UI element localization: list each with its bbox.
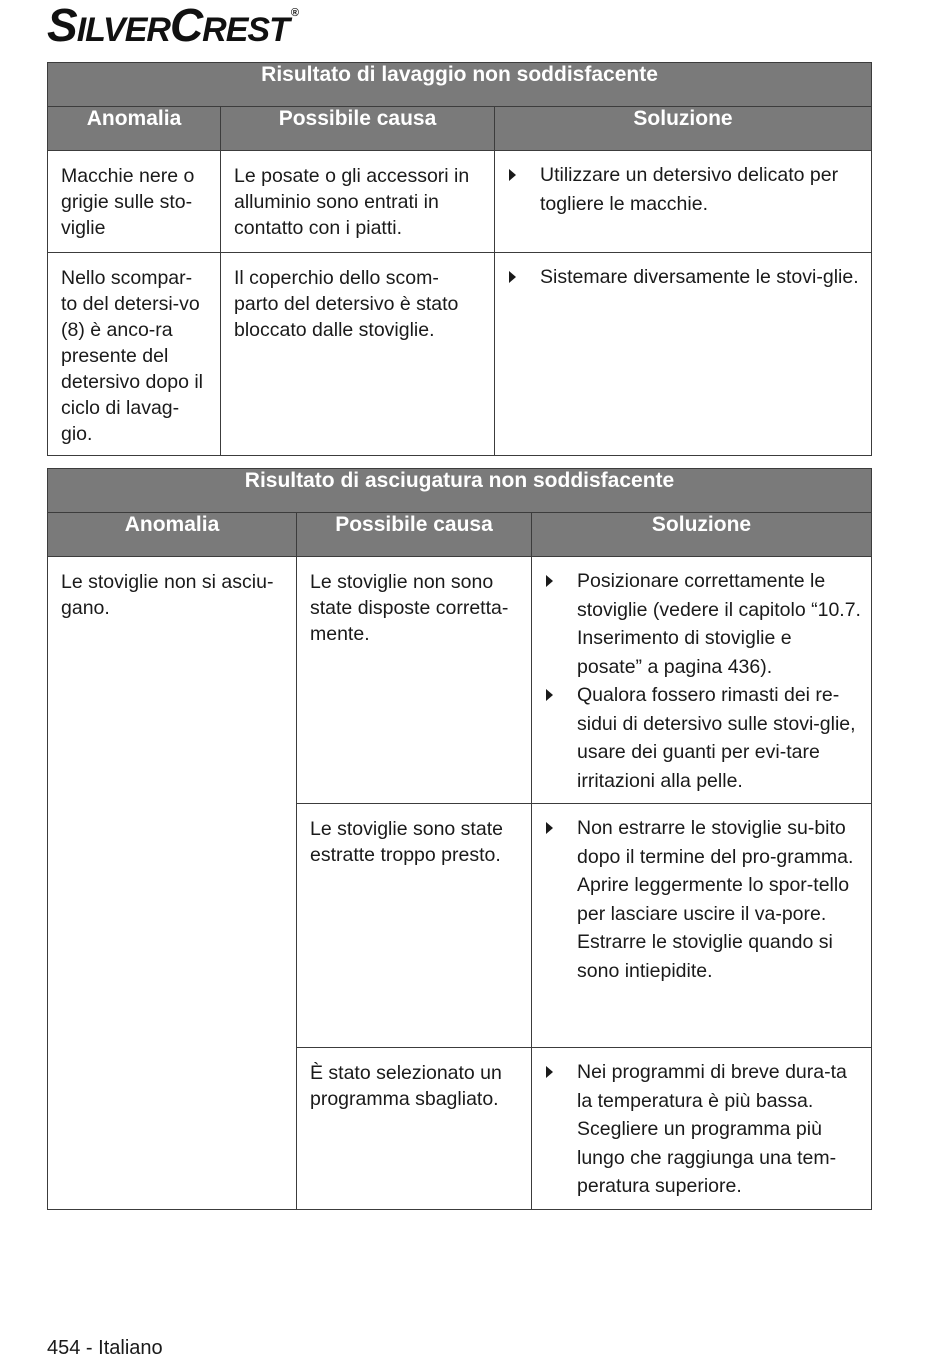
bullet-arrow-icon xyxy=(546,822,553,834)
logo-letter: C xyxy=(169,0,203,51)
solution-text: Sistemare diversamente le stovi-glie. xyxy=(540,266,859,288)
solution-item xyxy=(546,567,861,681)
column-header-cause: Possibile causa xyxy=(297,513,532,557)
column-header-solution: Soluzione xyxy=(532,513,872,557)
solution-text xyxy=(577,814,861,985)
solution-item xyxy=(546,1058,861,1201)
solution-line: Aprire leggermente lo spor-tello per lasciare uscire il va-pore. xyxy=(577,874,850,925)
solution-text xyxy=(577,1058,861,1201)
bullet-arrow-icon xyxy=(546,1066,553,1078)
solution-cell xyxy=(532,1048,872,1210)
drying-result-table xyxy=(47,468,872,1210)
column-header-cause: Possibile causa xyxy=(221,107,495,151)
solution-item xyxy=(546,681,861,795)
solution-line: Non estrarre le stoviglie su-bito dopo il termine del pro-gramma. xyxy=(577,817,854,868)
logo-letter: S xyxy=(47,0,77,51)
cause-cell: Le stoviglie non sono state disposte corretta-mente. xyxy=(297,557,532,804)
bullet-arrow-icon xyxy=(546,689,553,701)
page-footer: 454 - Italiano xyxy=(47,1337,163,1359)
table-row xyxy=(48,253,872,456)
registered-mark: ® xyxy=(290,7,298,19)
table-row xyxy=(48,151,872,253)
solution-cell xyxy=(495,253,872,456)
solution-line: Estrarre le stoviglie quando si sono intiepidite. xyxy=(577,931,833,982)
solution-item xyxy=(509,263,861,292)
column-header-solution: Soluzione xyxy=(495,107,872,151)
column-header-anomaly: Anomalia xyxy=(48,513,297,557)
solution-item xyxy=(546,814,861,985)
column-header-anomaly: Anomalia xyxy=(48,107,221,151)
cause-cell: È stato selezionato un programma sbagliato. xyxy=(297,1048,532,1210)
table-title: Risultato di lavaggio non soddisfacente xyxy=(48,63,872,107)
solution-line: Scegliere un programma più lungo che raggiunga una tem-peratura superiore. xyxy=(577,1118,837,1197)
solution-cell xyxy=(532,557,872,804)
cause-cell: Le stoviglie sono state estratte troppo presto. xyxy=(297,804,532,1048)
logo-text: REST xyxy=(202,11,289,49)
solution-text: Posizionare correttamente le stoviglie (vedere il capitolo “10.7. Inserimento di stoviglie e posate” a pagina 436). xyxy=(577,570,861,678)
anomaly-cell: Le stoviglie non si asciu-gano. xyxy=(48,557,297,1210)
brand-logo xyxy=(47,0,298,51)
table-row xyxy=(48,557,872,804)
solution-cell xyxy=(495,151,872,253)
solution-text: Qualora fossero rimasti dei re-sidui di detersivo sulle stovi-glie, usare dei guanti per evi-tare irritazioni alla pelle. xyxy=(577,684,856,792)
washing-result-table xyxy=(47,62,872,456)
cause-cell: Il coperchio dello scom-parto del detersivo è stato bloccato dalle stoviglie. xyxy=(221,253,495,456)
solution-cell xyxy=(532,804,872,1048)
bullet-arrow-icon xyxy=(509,271,516,283)
solution-text: Utilizzare un detersivo delicato per togliere le macchie. xyxy=(540,164,839,215)
bullet-arrow-icon xyxy=(546,575,553,587)
logo-text: ILVER xyxy=(76,11,170,49)
solution-line: Nei programmi di breve dura-ta la temperatura è più bassa. xyxy=(577,1061,847,1112)
anomaly-cell: Nello scompar-to del detersi-vo (8) è anco-ra presente del detersivo dopo il ciclo di lavag-gio. xyxy=(48,253,221,456)
cause-cell: Le posate o gli accessori in alluminio sono entrati in contatto con i piatti. xyxy=(221,151,495,253)
bullet-arrow-icon xyxy=(509,169,516,181)
solution-item xyxy=(509,161,861,218)
anomaly-cell: Macchie nere o grigie sulle sto-viglie xyxy=(48,151,221,253)
table-title: Risultato di asciugatura non soddisfacente xyxy=(48,469,872,513)
